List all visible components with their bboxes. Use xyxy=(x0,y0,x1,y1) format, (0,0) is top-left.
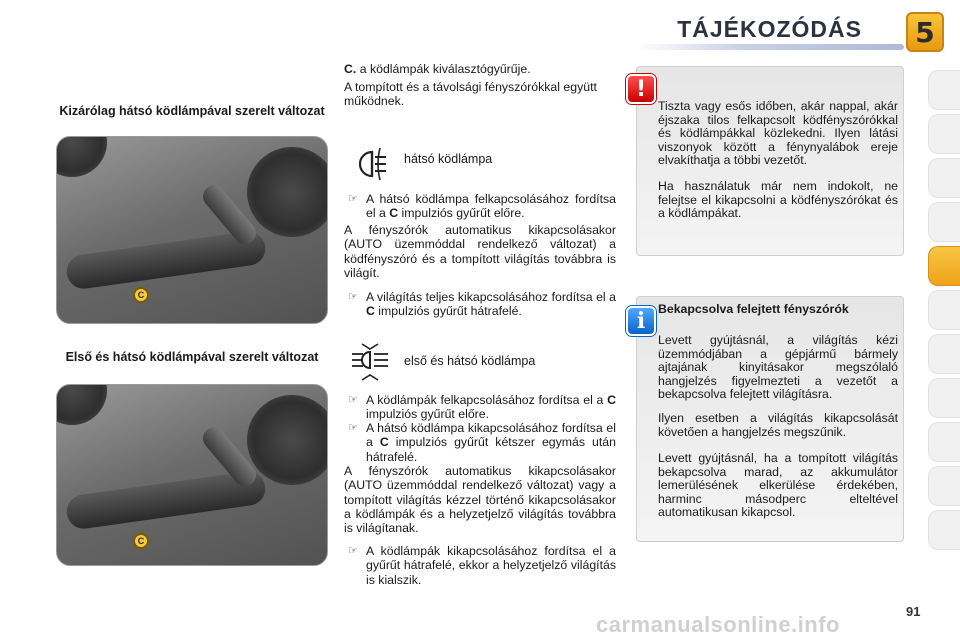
page-number: 91 xyxy=(906,604,921,619)
pointer-icon: ☞ xyxy=(348,421,358,434)
para-auto-mode-1: A fényszórók automatikus kikapcsolásakor (AUTO üzemmóddal rendelkező változat) a ködfényszóró és a tompított világítás továbbra is világít. xyxy=(344,223,616,280)
photo-stalk-front-rear-fog xyxy=(56,384,328,566)
variant-title-rear-only: Kizárólag hátsó ködlámpával szerelt változat xyxy=(59,104,325,118)
intro-bold: C. xyxy=(344,62,357,76)
bullet-ring-ref: C xyxy=(366,304,375,319)
info-para3: Levett gyújtásnál, ha a tompított világítás bekapcsolva marad, az akkumulátor lemerülésének elkerülése érdekében, harminc másodperc elteltével automatikusan kikapcsol. xyxy=(658,451,898,520)
bullet-ring-ref: C xyxy=(379,435,389,450)
chapter-badge: 5 xyxy=(906,12,944,52)
chapter-tab[interactable] xyxy=(928,114,960,154)
pointer-icon: ☞ xyxy=(348,393,358,406)
bullet-ring-ref: C xyxy=(389,206,399,221)
bullet-text: A ködlámpák felkapcsolásához fordítsa el a xyxy=(366,393,608,407)
info-icon: i xyxy=(626,306,656,336)
bullet-text: impulziós gyűrűt kétszer egymás után hátrafelé. xyxy=(366,435,616,464)
pointer-icon: ☞ xyxy=(348,290,358,303)
info-para2: Ilyen esetben a világítás kikapcsolását követően a hangjelzés megszűnik. xyxy=(658,411,898,439)
variant-title-front-rear: Első és hátsó ködlámpával szerelt változat xyxy=(65,350,319,364)
warning-para2: Ha használatuk már nem indokolt, ne felejtse el kikapcsolni a ködfényszórókat és a ködlámpákat. xyxy=(658,179,898,221)
bullet-text: impulziós gyűrűt előre. xyxy=(398,206,525,221)
bullet-fog-on xyxy=(344,393,616,422)
chapter-tab[interactable] xyxy=(928,158,960,198)
rear-fog-lamp-label: hátsó ködlámpa xyxy=(404,152,493,166)
bullet-ring-ref: C xyxy=(607,393,616,407)
warning-icon: ! xyxy=(626,74,656,104)
watermark: carmanualsonline.info xyxy=(596,612,840,637)
para-auto-mode-2: A fényszórók automatikus kikapcsolásakor (AUTO üzemmóddal rendelkező változat) vagy a tompított világítás kézzel történő kikapcsolásakor a ködlámpák és a helyzetjelző világítás továbbra is világítanak. xyxy=(344,464,616,536)
intro-para2: A tompított és a távolsági fényszórókkal együtt működnek. xyxy=(344,80,597,109)
bullet-text: A hátsó ködlámpa felkapcsolásához fordítsa el a xyxy=(366,192,616,221)
info-title: Bekapcsolva felejtett fényszórók xyxy=(658,302,849,316)
chapter-tab[interactable] xyxy=(928,466,960,506)
bullet-text: impulziós gyűrűt hátrafelé. xyxy=(374,304,522,319)
intro-text xyxy=(344,62,616,76)
warning-para1: Tiszta vagy esős időben, akár nappal, akár éjszaka tilos felkapcsolt ködfényszórókkal és ködlámpákkal közlekedni. Ilyen látási viszonyok között a fénynyalábok ereje elvakíthatja a többi vezetőt. xyxy=(658,99,898,168)
bullet-text: A világítás teljes kikapcsolásához fordítsa el a xyxy=(366,290,616,304)
chapter-tab[interactable] xyxy=(928,70,960,110)
chapter-tab[interactable] xyxy=(928,510,960,550)
pointer-icon: ☞ xyxy=(348,192,358,205)
chapter-tab-active[interactable] xyxy=(928,246,960,286)
front-rear-fog-lamp-label: első és hátsó ködlámpa xyxy=(404,354,536,368)
chapter-tabs xyxy=(928,70,960,570)
front-rear-fog-lamp-icon xyxy=(348,340,392,384)
ring-c-marker: C xyxy=(133,287,149,303)
bullet-text: impulziós gyűrűt előre. xyxy=(366,407,490,422)
bullet-fog-off xyxy=(344,544,616,587)
bullet-all-off xyxy=(344,290,616,319)
bullet-text: A ködlámpák kikapcsolásához fordítsa el a gyűrűt hátrafelé, ekkor a helyzetjelző világítás is kialszik. xyxy=(366,544,616,587)
chapter-tab[interactable] xyxy=(928,202,960,242)
header-decoration xyxy=(636,44,904,50)
chapter-tab[interactable] xyxy=(928,334,960,374)
bullet-rear-off xyxy=(344,421,616,464)
photo-stalk-rear-fog xyxy=(56,136,328,324)
pointer-icon: ☞ xyxy=(348,544,358,557)
page-title: TÁJÉKOZÓDÁS xyxy=(677,16,862,42)
bullet-text: A hátsó ködlámpa kikapcsolásához fordítsa el a xyxy=(366,421,616,450)
intro-rest: a ködlámpák kiválasztógyűrűje. xyxy=(356,62,531,76)
chapter-tab[interactable] xyxy=(928,422,960,462)
chapter-tab[interactable] xyxy=(928,378,960,418)
bullet-rear-on xyxy=(344,192,616,221)
info-para1: Levett gyújtásnál, a világítás kézi üzemmódjában a gépjármű bármely ajtajának kinyitásakor megszólaló hangjelzés figyelmezteti a vezetőt a bekapcsolva felejtett világításra. xyxy=(658,333,898,402)
rear-fog-lamp-icon xyxy=(350,144,390,184)
ring-c-marker: C xyxy=(133,533,149,549)
chapter-tab[interactable] xyxy=(928,290,960,330)
